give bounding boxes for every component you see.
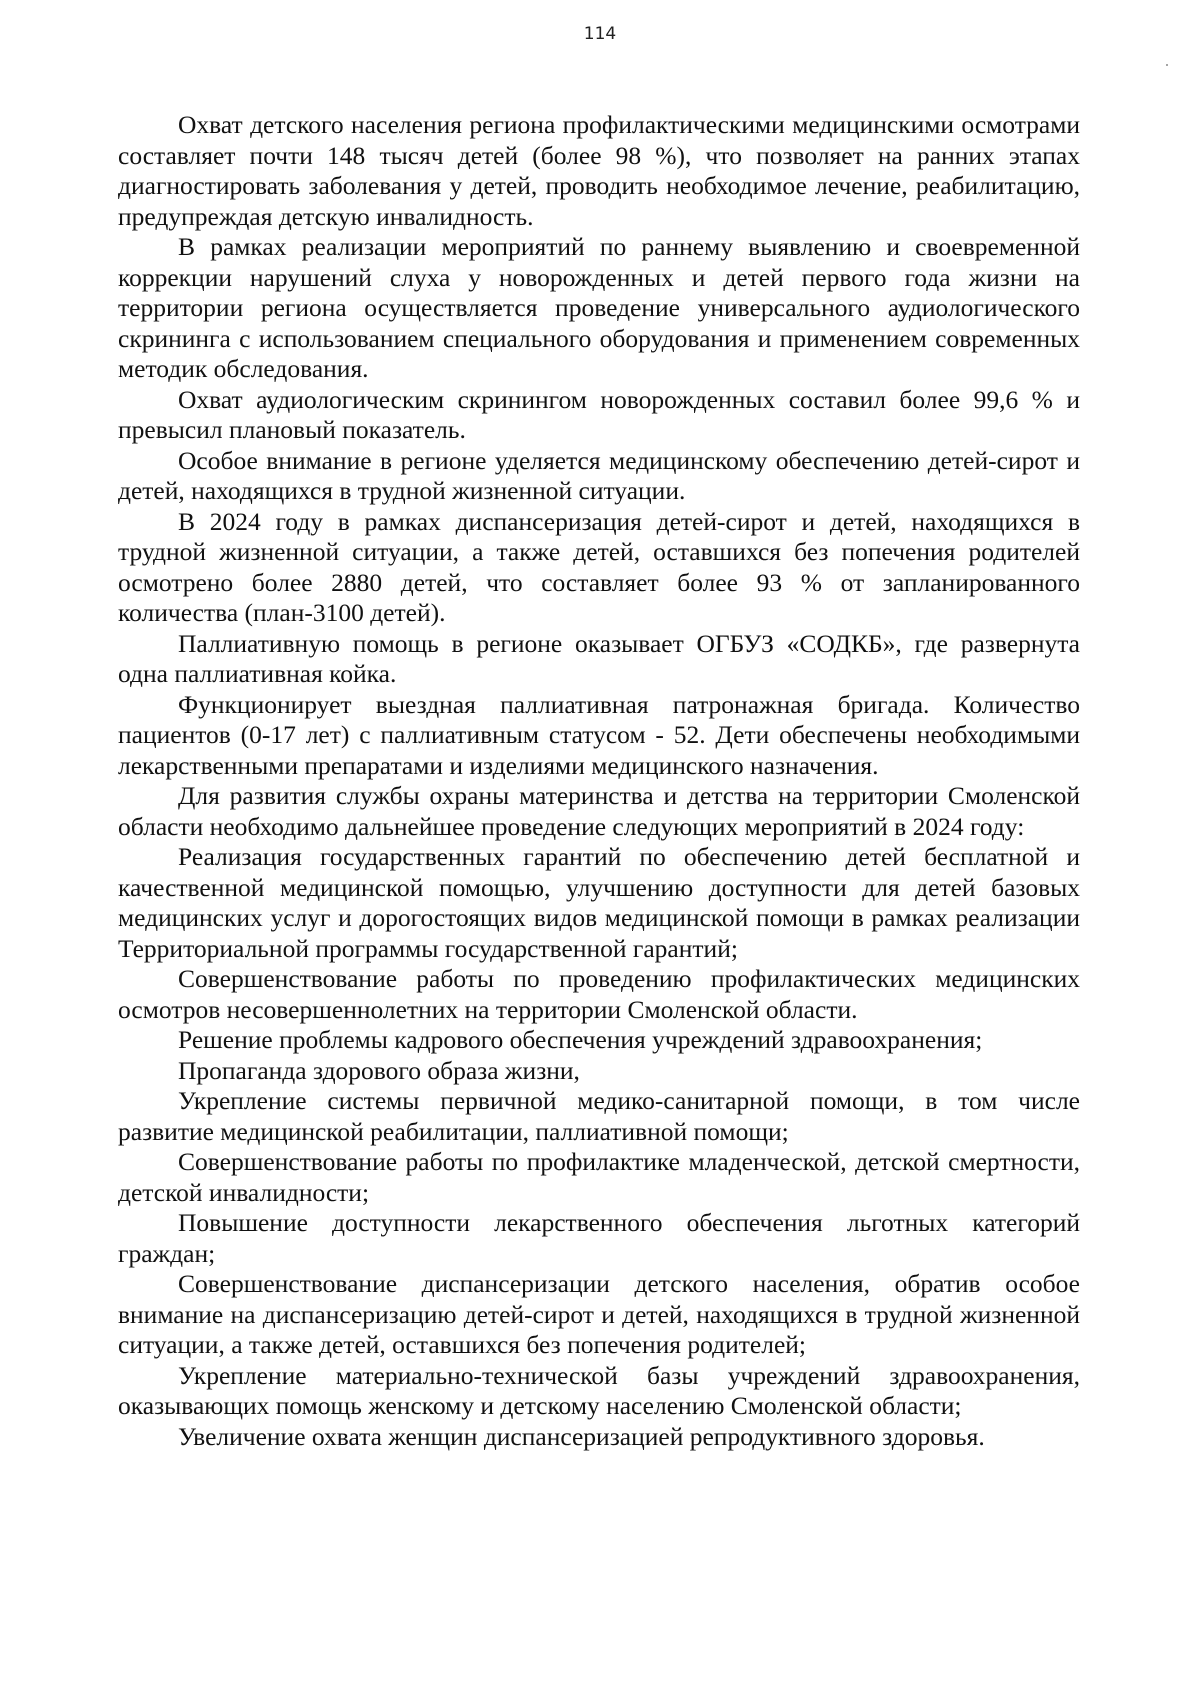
paragraph-palliative-team: Функционирует выездная паллиативная патронажная бригада. Количество пациентов (0-17 лет) с паллиативным статусом - 52. Дети обеспечены необходимыми лекарственными препаратами и изделиями медицинского назначения. (118, 689, 1080, 780)
scan-speck (1166, 64, 1168, 66)
paragraph-measure-healthy-lifestyle: Пропаганда здорового образа жизни, (178, 1055, 580, 1085)
paragraph-measures-intro: Для развития службы охраны материнства и детства на территории Смоленской области необходимо дальнейшее проведение следующих мероприятий в 2024 году: (118, 781, 1080, 841)
paragraph-measure-dispensary: Совершенствование диспансеризации детского населения, обратив особое внимание на диспансеризацию детей-сирот и детей, находящихся в трудной жизненной ситуации, а также детей, оставшихся без попечения родителей; (118, 1269, 1080, 1359)
paragraph-measure-staffing: Решение проблемы кадрового обеспечения учреждений здравоохранения; (178, 1025, 983, 1054)
paragraph-screening-coverage: Охват аудиологическим скринингом новорожденных составил более 99,6 % и превысил плановый показатель. (118, 384, 1080, 444)
page-number: 114 (583, 24, 617, 44)
paragraph-checkup-coverage: Охват детского населения региона профилактическими медицинскими осмотрами составляет почти 148 тысяч детей (более 98 %), что позволяет на ранних этапах диагностировать заболевания у детей, проводить необходимое лечение, реабилитацию, предупреждая детскую инвалидность. (118, 110, 1080, 231)
paragraph-measure-primary-care: Укрепление системы первичной медико-санитарной помощи, в том числе развитие медицинской реабилитации, паллиативной помощи; (118, 1086, 1080, 1146)
paragraph-orphans-attention: Особое внимание в регионе уделяется медицинскому обеспечению детей-сирот и детей, находящихся в трудной жизненной ситуации. (118, 445, 1080, 505)
paragraph-palliative-care: Паллиативную помощь в регионе оказывает ОГБУЗ «СОДКБ», где развернута одна паллиативная койка. (118, 628, 1080, 688)
paragraph-measure-mortality: Совершенствование работы по профилактике младенческой, детской смертности, детской инвалидности; (118, 1147, 1080, 1207)
paragraph-measure-drug-access: Повышение доступности лекарственного обеспечения льготных категорий граждан; (118, 1208, 1080, 1268)
paragraph-measure-reproductive-health: Увеличение охвата женщин диспансеризацией репродуктивного здоровья. (178, 1421, 985, 1451)
paragraph-measure-guarantees: Реализация государственных гарантий по обеспечению детей бесплатной и качественной медицинской помощью, улучшению доступности для детей базовых медицинских услуг и дорогостоящих видов медицинской помощи в рамках реализации Территориальной программы государственной гарантий; (118, 842, 1080, 963)
paragraph-hearing-screening: В рамках реализации мероприятий по раннему выявлению и своевременной коррекции нарушений слуха у новорожденных и детей первого года жизни на территории региона осуществляется проведение универсального аудиологического скрининга с использованием специального оборудования и применением современных методик обследования. (118, 232, 1080, 383)
paragraph-orphans-checkup: В 2024 году в рамках диспансеризация детей-сирот и детей, находящихся в трудной жизненной ситуации, а также детей, оставшихся без попечения родителей осмотрено более 2880 детей, что составляет более 93 % от запланированного количества (план-3100 детей). (118, 506, 1080, 627)
paragraph-measure-preventive-exams: Совершенствование работы по проведению профилактических медицинских осмотров несовершеннолетних на территории Смоленской области. (118, 964, 1080, 1024)
paragraph-measure-infrastructure: Укрепление материально-технической базы учреждений здравоохранения, оказывающих помощь женскому и детскому населению Смоленской области; (118, 1360, 1080, 1420)
document-body (118, 110, 1080, 1452)
